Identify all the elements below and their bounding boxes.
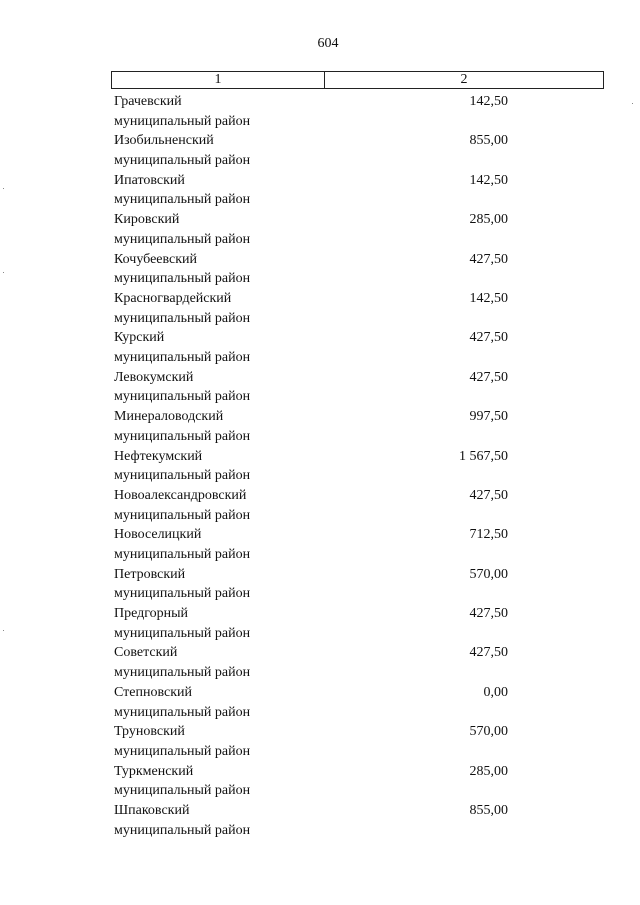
district-type: муниципальный район bbox=[114, 507, 251, 523]
amount: 142,50 bbox=[469, 94, 508, 109]
amount: 285,00 bbox=[469, 763, 508, 779]
district-name: Новоалександровский bbox=[114, 487, 247, 503]
district-type: муниципальный район bbox=[114, 586, 251, 602]
district-name: Красногвардейский bbox=[114, 290, 232, 306]
scan-speck bbox=[632, 103, 633, 104]
district-name: Петровский bbox=[114, 566, 186, 582]
district-type: муниципальный район bbox=[114, 192, 251, 208]
district-name: Советский bbox=[114, 645, 178, 661]
amount: 712,50 bbox=[469, 527, 508, 543]
district-type: муниципальный район bbox=[114, 231, 251, 247]
district-name: Шпаковский bbox=[114, 803, 190, 819]
district-type: муниципальный район bbox=[114, 389, 251, 405]
table-row bbox=[114, 210, 514, 249]
table-row bbox=[114, 250, 514, 289]
district-name: Кочубеевский bbox=[114, 251, 198, 267]
district-type: муниципальный район bbox=[114, 468, 251, 484]
table-row bbox=[114, 565, 514, 604]
district-type: муниципальный район bbox=[114, 113, 251, 129]
table-row bbox=[114, 525, 514, 564]
amount: 142,50 bbox=[469, 172, 508, 188]
table-row bbox=[114, 131, 514, 170]
district-type: муниципальный район bbox=[114, 743, 251, 759]
district-name: Кировский bbox=[114, 212, 180, 228]
district-type: муниципальный район bbox=[114, 153, 251, 169]
table-row bbox=[114, 643, 514, 682]
district-type: муниципальный район bbox=[114, 428, 251, 444]
table-row bbox=[114, 762, 514, 801]
table-row bbox=[114, 604, 514, 643]
amount: 855,00 bbox=[469, 133, 508, 149]
district-name: Левокумский bbox=[114, 369, 194, 385]
amount: 427,50 bbox=[469, 487, 508, 503]
column-header-1: 1 bbox=[112, 72, 325, 88]
amount: 427,50 bbox=[469, 330, 508, 346]
district-name: Предгорный bbox=[114, 606, 189, 622]
scan-speck bbox=[3, 272, 4, 273]
district-name: Изобильненский bbox=[114, 133, 214, 149]
table-header bbox=[111, 71, 604, 89]
table-row bbox=[114, 683, 514, 722]
amount: 142,50 bbox=[469, 290, 508, 306]
table-row bbox=[114, 407, 514, 446]
district-type: муниципальный район bbox=[114, 704, 251, 720]
table-row bbox=[114, 92, 514, 131]
district-name: Труновский bbox=[114, 724, 185, 740]
page-number: 604 bbox=[317, 36, 339, 51]
table-row bbox=[114, 368, 514, 407]
table-row bbox=[114, 171, 514, 210]
table-body bbox=[114, 92, 514, 840]
district-type: муниципальный район bbox=[114, 783, 251, 799]
amount: 427,50 bbox=[469, 606, 508, 622]
district-type: муниципальный район bbox=[114, 625, 251, 641]
table-row bbox=[114, 486, 514, 525]
amount: 1 567,50 bbox=[459, 448, 508, 464]
district-name: Туркменский bbox=[114, 763, 194, 779]
district-name: Нефтекумский bbox=[114, 448, 203, 464]
amount: 570,00 bbox=[469, 566, 508, 582]
district-name: Курский bbox=[114, 330, 165, 346]
amount: 855,00 bbox=[469, 803, 508, 819]
district-name: Ипатовский bbox=[114, 172, 185, 188]
district-type: муниципальный район bbox=[114, 546, 251, 562]
table-row bbox=[114, 328, 514, 367]
scan-speck bbox=[3, 188, 4, 189]
scan-speck bbox=[3, 630, 4, 631]
table-row bbox=[114, 447, 514, 486]
column-header-2: 2 bbox=[460, 72, 468, 87]
district-type: муниципальный район bbox=[114, 665, 251, 681]
district-type: муниципальный район bbox=[114, 350, 251, 366]
district-name: Минераловодский bbox=[114, 409, 224, 425]
amount: 0,00 bbox=[483, 684, 508, 700]
district-name: Грачевский bbox=[114, 94, 182, 109]
amount: 427,50 bbox=[469, 645, 508, 661]
district-name: Новоселицкий bbox=[114, 527, 202, 543]
amount: 570,00 bbox=[469, 724, 508, 740]
table-row bbox=[114, 801, 514, 840]
amount: 427,50 bbox=[469, 251, 508, 267]
amount: 997,50 bbox=[469, 409, 508, 425]
amount: 285,00 bbox=[469, 212, 508, 228]
district-name: Степновский bbox=[114, 684, 192, 700]
table-row bbox=[114, 289, 514, 328]
amount: 427,50 bbox=[469, 369, 508, 385]
district-type: муниципальный район bbox=[114, 271, 251, 287]
table-row bbox=[114, 722, 514, 761]
district-type: муниципальный район bbox=[114, 822, 251, 838]
district-type: муниципальный район bbox=[114, 310, 251, 326]
